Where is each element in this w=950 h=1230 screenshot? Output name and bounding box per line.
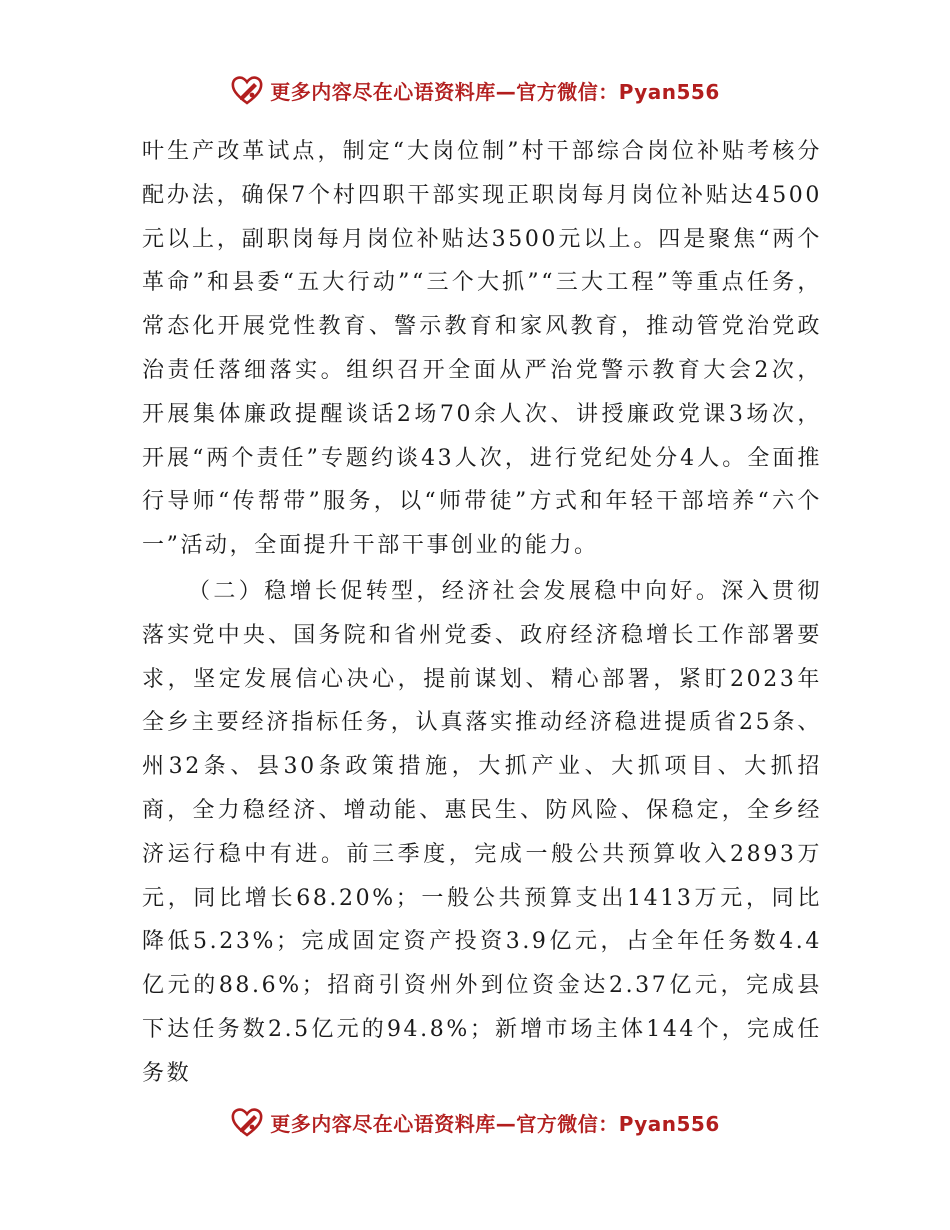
footer-watermark (0, 1102, 950, 1142)
header-watermark (0, 70, 950, 110)
heart-pen-icon (230, 73, 264, 107)
document-body (142, 130, 822, 1096)
watermark-text: 更多内容尽在心语资料库—官方微信：Pyan556 (270, 79, 720, 104)
paragraph-continuation: 叶生产改革试点，制定“大岗位制”村干部综合岗位补贴考核分配办法，确保7个村四职干部实现正职岗每月岗位补贴达4500元以上，副职岗每月岗位补贴达3500元以上。四是聚焦“两个革命”和县委“五大行动”“三个大抓”“三大工程”等重点任务，常态化开展党性教育、警示教育和家风教育，推动管党治党政治责任落细落实。组织召开全面从严治党警示教育大会2次，开展集体廉政提醒谈话2场70余人次、讲授廉政党课3场次，开展“两个责任”专题约谈43人次，进行党纪处分4人。全面推行导师“传帮带”服务，以“师带徒”方式和年轻干部培养“六个一”活动，全面提升干部干事创业的能力。 (142, 139, 822, 559)
heart-pen-icon (230, 1105, 264, 1139)
watermark-text: 更多内容尽在心语资料库—官方微信：Pyan556 (270, 1111, 720, 1136)
paragraph-section-two: （二）稳增长促转型，经济社会发展稳中向好。深入贯彻落实党中央、国务院和省州党委、政府经济稳增长工作部署要求，坚定发展信心决心，提前谋划、精心部署，紧盯2023年全乡主要经济指标任务，认真落实推动经济稳进提质省25条、州32条、县30条政策措施，大抓产业、大抓项目、大抓招商，全力稳经济、增动能、惠民生、防风险、保稳定，全乡经济运行稳中有进。前三季度，完成一般公共预算收入2893万元，同比增长68.20%；一般公共预算支出1413万元，同比降低5.23%；完成固定资产投资3.9亿元，占全年任务数4.4亿元的88.6%；招商引资州外到位资金达2.37亿元，完成县下达任务数2.5亿元的94.8%；新增市场主体144个，完成任务数 (142, 578, 822, 1086)
